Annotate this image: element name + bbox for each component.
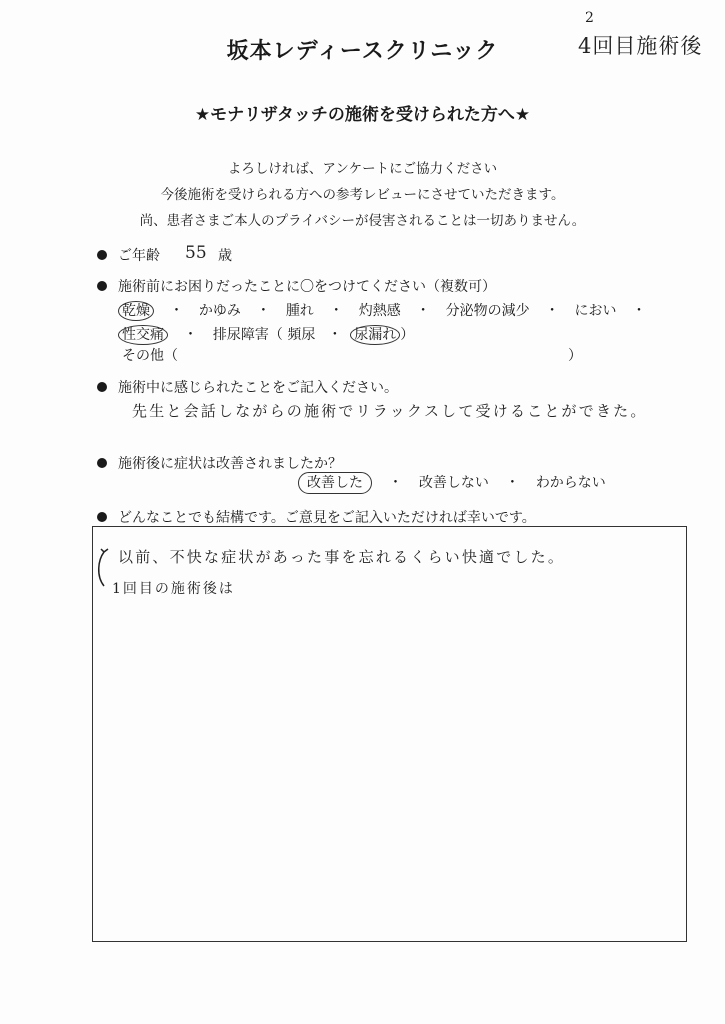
- improvement-question: 施術後に症状は改善されましたか？: [118, 456, 342, 472]
- concerns-question: 施術前にお困りだったことに〇をつけてください（複数可）: [118, 279, 496, 295]
- comment-line-1: 以前、不快な症状があった事を忘れるくらい快適でした。: [118, 548, 566, 566]
- option-unknown[interactable]: わからない: [535, 475, 606, 491]
- separator: ・: [329, 303, 344, 319]
- concerns-other[interactable]: [122, 345, 582, 365]
- option-not-improved[interactable]: 改善しない: [418, 475, 489, 491]
- bullet-icon: [97, 458, 107, 468]
- separator: ・: [183, 327, 198, 343]
- option-burning[interactable]: 灼熱感: [358, 303, 401, 319]
- separator: ・: [545, 303, 560, 319]
- bullet-icon: [97, 281, 107, 291]
- annotation-note: 4回目施術後: [578, 34, 703, 58]
- option-dryness[interactable]: 乾燥: [118, 301, 154, 321]
- separator: ・: [505, 475, 520, 491]
- option-odor[interactable]: におい: [574, 303, 617, 319]
- clinic-name: 坂本レディースクリニック: [226, 39, 499, 64]
- age-label: ご年齢: [118, 248, 160, 264]
- bullet-icon: [97, 512, 107, 522]
- annotation-count: 2: [585, 10, 594, 26]
- concerns-row-2: [122, 324, 414, 344]
- during-answer[interactable]: 先生と会話しながらの施術でリラックスして受けることができた。: [132, 402, 648, 420]
- arrow-mark-icon: [92, 540, 112, 600]
- comments-question: どんなことでも結構です。ご意見をご記入いただければ幸いです。: [118, 510, 536, 526]
- comment-line-2: 1回目の施術後は: [112, 581, 235, 597]
- separator: ・: [256, 303, 271, 319]
- intro-line-3: 尚、患者さまご本人のプライバシーが侵害されることは一切ありません。: [139, 213, 586, 229]
- intro-line-1: よろしければ、アンケートにご協力ください: [227, 161, 498, 177]
- option-itching[interactable]: かゆみ: [198, 303, 241, 319]
- option-frequent-urination[interactable]: 頻尿: [287, 327, 316, 343]
- paren-close: ）: [400, 327, 415, 343]
- concerns-row-1: [122, 300, 657, 320]
- option-improved[interactable]: 改善した: [298, 472, 372, 494]
- during-question: 施術中に感じられたことをご記入ください。: [118, 380, 398, 396]
- other-label: その他（: [122, 348, 178, 364]
- bullet-icon: [97, 382, 107, 392]
- option-discharge-decrease[interactable]: 分泌物の減少: [445, 303, 530, 319]
- improvement-options: [298, 472, 606, 492]
- option-swelling[interactable]: 腫れ: [285, 303, 314, 319]
- bullet-icon: [97, 250, 107, 260]
- option-dyspareunia[interactable]: 性交痛: [118, 325, 168, 345]
- survey-title: ★モナリザタッチの施術を受けられた方へ★: [194, 105, 531, 125]
- option-incontinence[interactable]: 尿漏れ: [350, 325, 400, 345]
- age-value: 55: [185, 243, 207, 263]
- separator: ・: [169, 303, 184, 319]
- separator: ・: [327, 327, 342, 343]
- separator: ・: [388, 475, 403, 491]
- separator: ・: [631, 303, 646, 319]
- separator: ・: [416, 303, 431, 319]
- age-unit: 歳: [218, 248, 232, 264]
- option-urination-disorder[interactable]: 排尿障害（: [212, 327, 283, 343]
- intro-line-2: 今後施術を受けられる方への参考レビューにさせていただきます。: [160, 187, 565, 203]
- other-close: ）: [568, 348, 582, 364]
